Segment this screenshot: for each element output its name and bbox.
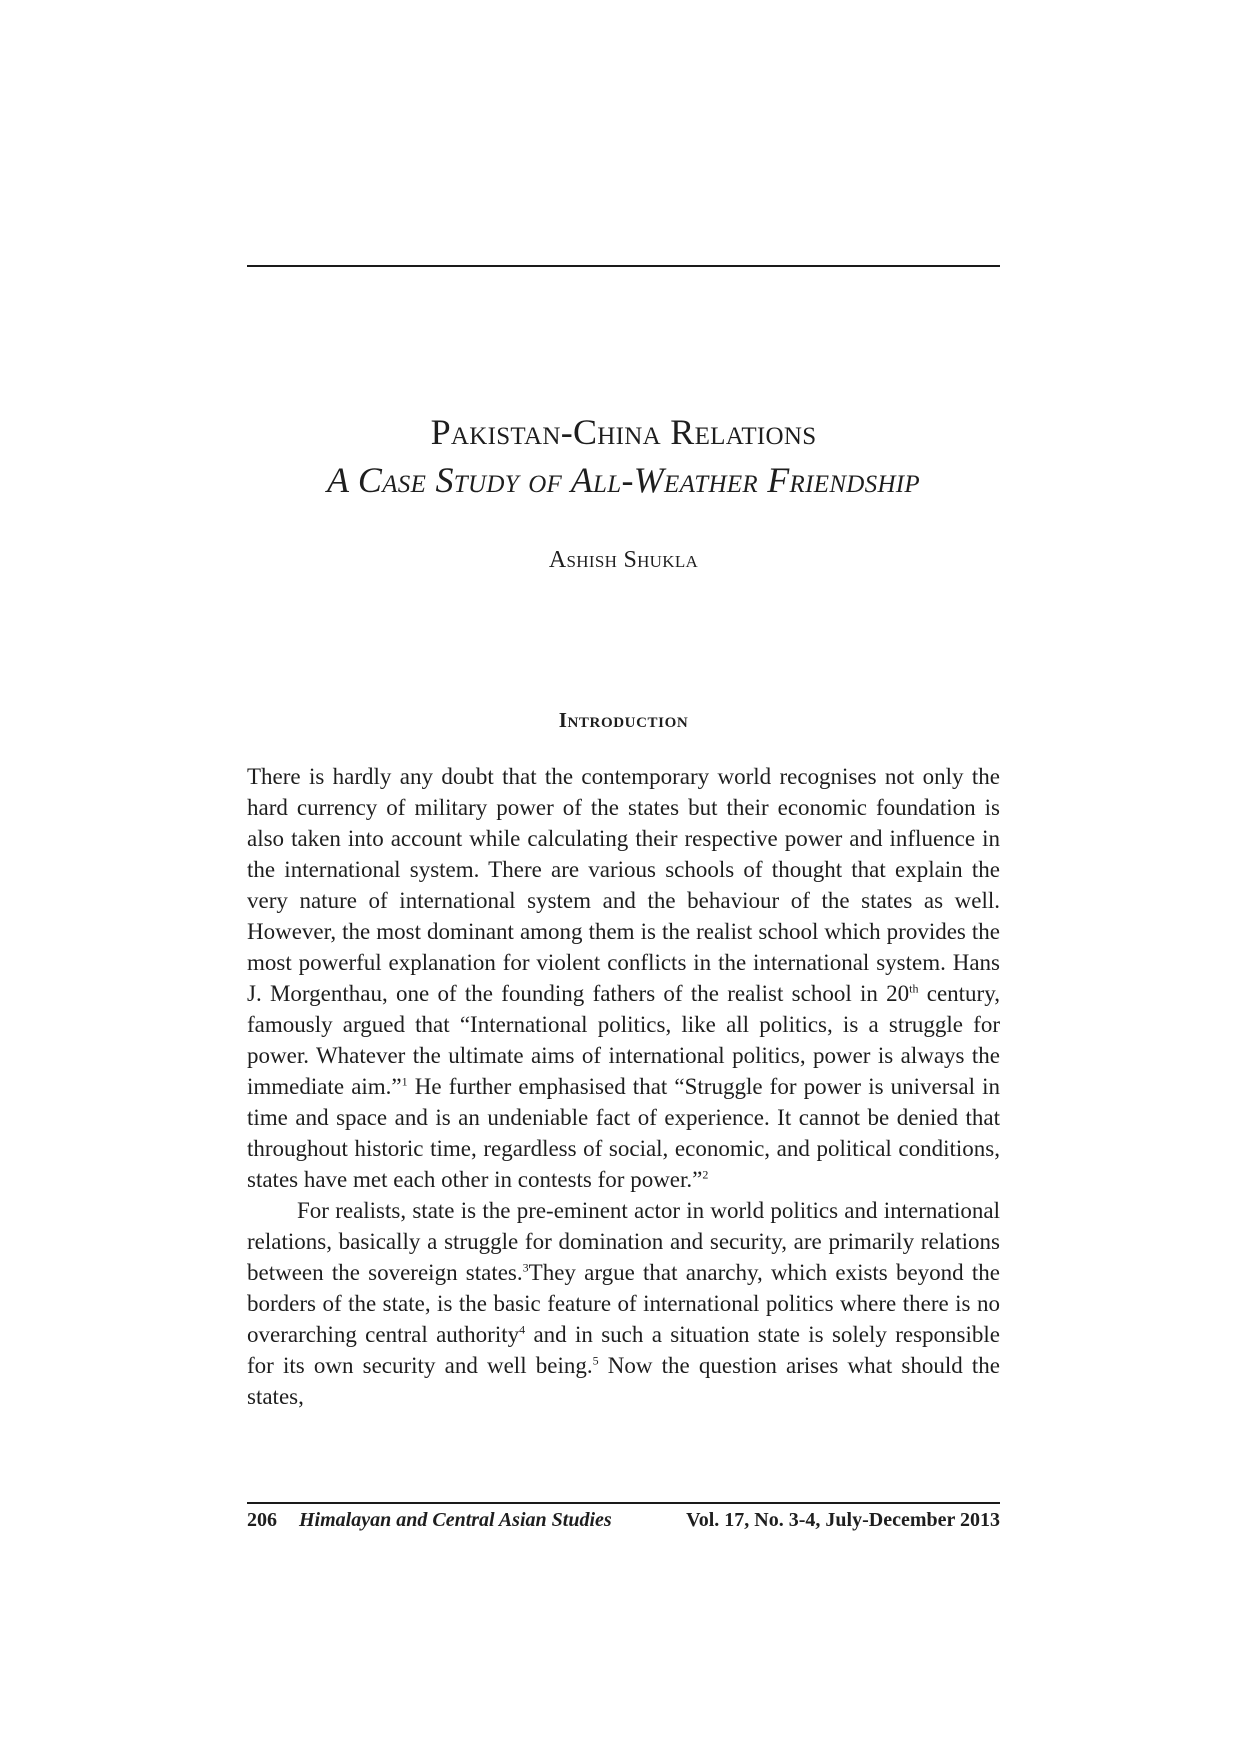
superscript: th [909,981,919,996]
footnote-ref-3: 3 [522,1260,529,1275]
text-run: They argue that anarchy, which exists beyond the borders of the state, is the basic feature of international politics where there is no overarching central authority [247,1260,1000,1347]
text-run: and in such a situation state is solely responsible for its own security and well being. [247,1322,1000,1378]
page-number: 206 [247,1509,277,1531]
footnote-ref-4: 4 [519,1322,526,1337]
article-title [247,408,1000,504]
footer-rule [247,1502,1000,1504]
title-line-1: Pakistan-China Relations [430,412,817,452]
section-heading: Introduction [558,708,689,732]
footnote-ref-5: 5 [592,1353,599,1368]
text-run: He further emphasised that “Struggle for power is universal in time and space and is an undeniable fact of experience. It cannot be denied that throughout historic time, regardless of social, economic, and political conditions, states have met each other in contests for power.” [247,1074,1000,1192]
text-run: For realists, state is the pre-eminent actor in world politics and international relations, basically a struggle for domination and security, are primarily relations between the sovereign states. [247,1198,1000,1285]
volume-info: Vol. 17, No. 3-4, July-December 2013 [686,1509,1000,1531]
journal-name: Himalayan and Central Asian Studies [299,1509,612,1531]
text-run: There is hardly any doubt that the contemporary world recognises not only the hard currency of military power of the states but their economic foundation is also taken into account while calculating their respective power and influence in the international system. There are various schools of thought that explain the very nature of international system and the behaviour of the states as well. However, the most dominant among them is the realist school which provides the most powerful explanation for violent conflicts in the international system. Hans J. Morgenthau, one of the founding fathers of the realist school in 20 [247,764,1000,1006]
page-footer [247,1509,1000,1532]
text-run: Now the question arises what should the states, [247,1353,1000,1409]
title-line-2: A Case Study of All-Weather Friendship [326,460,920,500]
footnote-ref-2: 2 [702,1167,709,1182]
text-run: century, famously argued that “International politics, like all politics, is a struggle for power. Whatever the ultimate aims of international politics, power is always the immediate aim.” [247,981,1000,1099]
footnote-ref-1: 1 [401,1074,408,1089]
body-text [247,761,1000,1412]
author-name: Ashish Shukla [548,547,699,573]
header-rule [247,265,1000,267]
paragraph-2 [247,1195,1000,1412]
paragraph-1 [247,761,1000,1195]
